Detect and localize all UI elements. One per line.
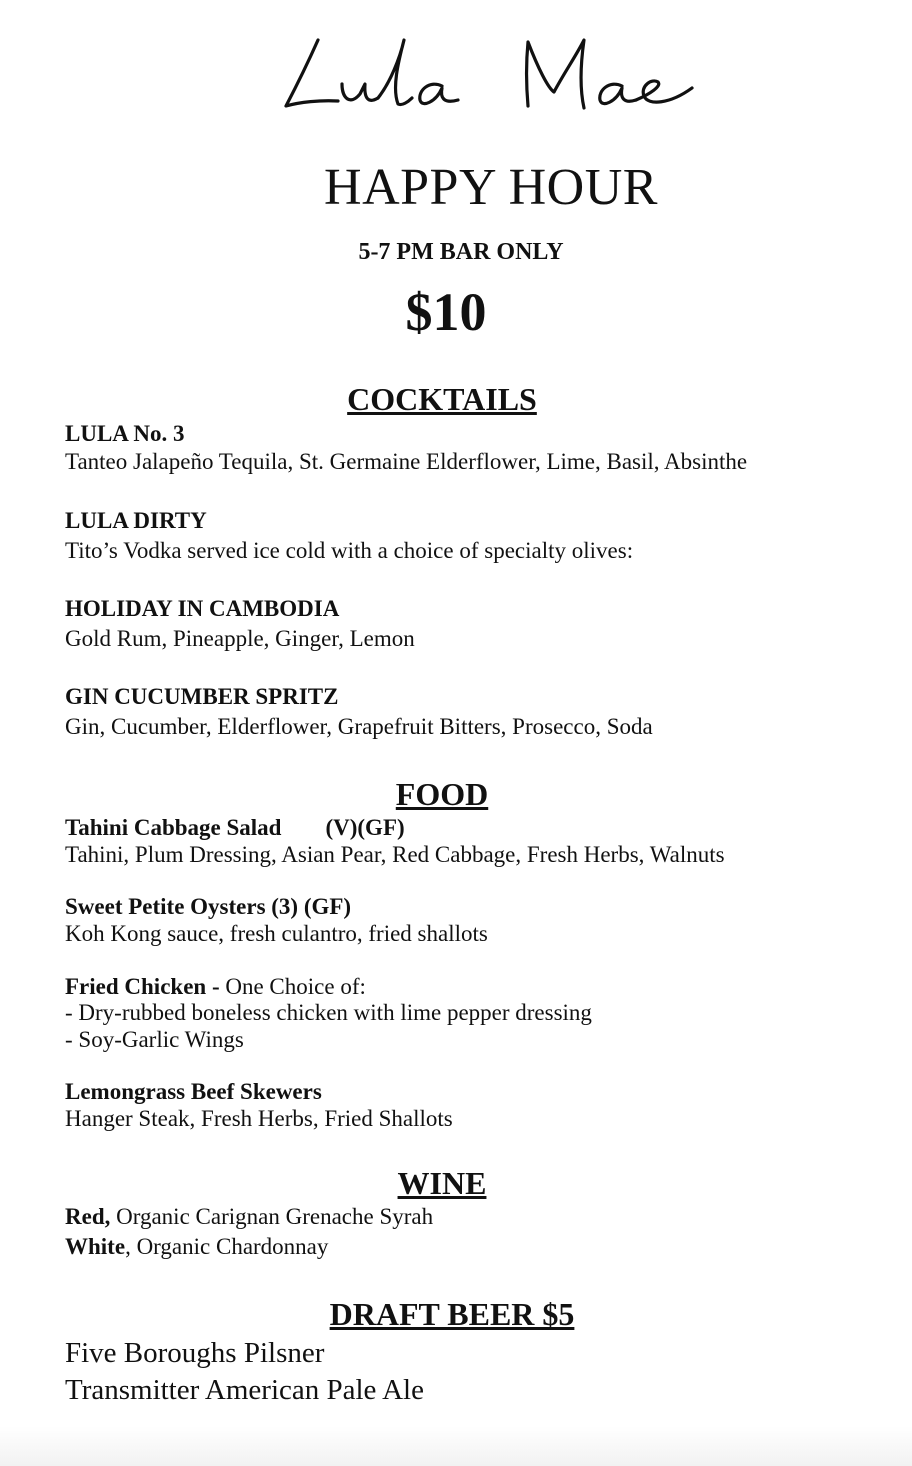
cocktail-description: Gin, Cucumber, Elderflower, Grapefruit Bitters, Prosecco, Soda [65, 714, 653, 739]
food-item-name [65, 973, 366, 1001]
cocktail-name: LULA No. 3 [65, 421, 185, 446]
lula-mae-logo [280, 28, 700, 118]
cocktail-name: LULA DIRTY [65, 508, 207, 533]
cocktail-name: HOLIDAY IN CAMBODIA [65, 596, 340, 621]
chicken-choice: One Choice of: [219, 974, 366, 999]
food-option: - Dry-rubbed boneless chicken with lime pepper dressing [65, 1000, 592, 1025]
food-heading: FOOD [395, 776, 489, 812]
page-bottom-shadow [0, 1426, 912, 1466]
wine-description: , Organic Chardonnay [125, 1234, 329, 1259]
price-text: $10 [405, 282, 487, 342]
beer-item: Five Boroughs Pilsner [65, 1337, 325, 1369]
salad-name: Tahini Cabbage Salad [65, 815, 282, 840]
cocktail-description: Tanteo Jalapeño Tequila, St. Germaine Elderflower, Lime, Basil, Absinthe [65, 449, 748, 474]
beer-item: Transmitter American Pale Ale [65, 1374, 424, 1406]
wine-label: Red, [65, 1204, 111, 1229]
salad-tags: (V)(GF) [325, 815, 405, 840]
food-option: - Soy-Garlic Wings [65, 1027, 244, 1052]
food-item-description: Koh Kong sauce, fresh culantro, fried shallots [65, 921, 488, 946]
cocktail-name: GIN CUCUMBER SPRITZ [65, 684, 339, 709]
cocktail-description: Gold Rum, Pineapple, Ginger, Lemon [65, 626, 415, 651]
food-item-name [65, 814, 405, 842]
food-item-description: Tahini, Plum Dressing, Asian Pear, Red Cabbage, Fresh Herbs, Walnuts [65, 842, 725, 867]
wine-description: Organic Carignan Grenache Syrah [110, 1204, 434, 1229]
page-title: HAPPY HOUR [324, 159, 658, 216]
chicken-name: Fried Chicken - [65, 974, 220, 999]
wine-heading: WINE [397, 1165, 487, 1201]
cocktail-description: Tito’s Vodka served ice cold with a choice of specialty olives: [65, 538, 634, 563]
wine-item [65, 1203, 433, 1231]
cocktails-heading: COCKTAILS [347, 381, 537, 417]
food-item-name: Sweet Petite Oysters (3) (GF) [65, 894, 352, 919]
beer-heading: DRAFT BEER $5 [329, 1296, 575, 1332]
wine-label: White [65, 1234, 126, 1259]
food-item-name: Lemongrass Beef Skewers [65, 1079, 322, 1104]
hours-text: 5-7 PM BAR ONLY [358, 239, 564, 265]
wine-item [65, 1233, 328, 1261]
food-item-description: Hanger Steak, Fresh Herbs, Fried Shallots [65, 1106, 453, 1131]
